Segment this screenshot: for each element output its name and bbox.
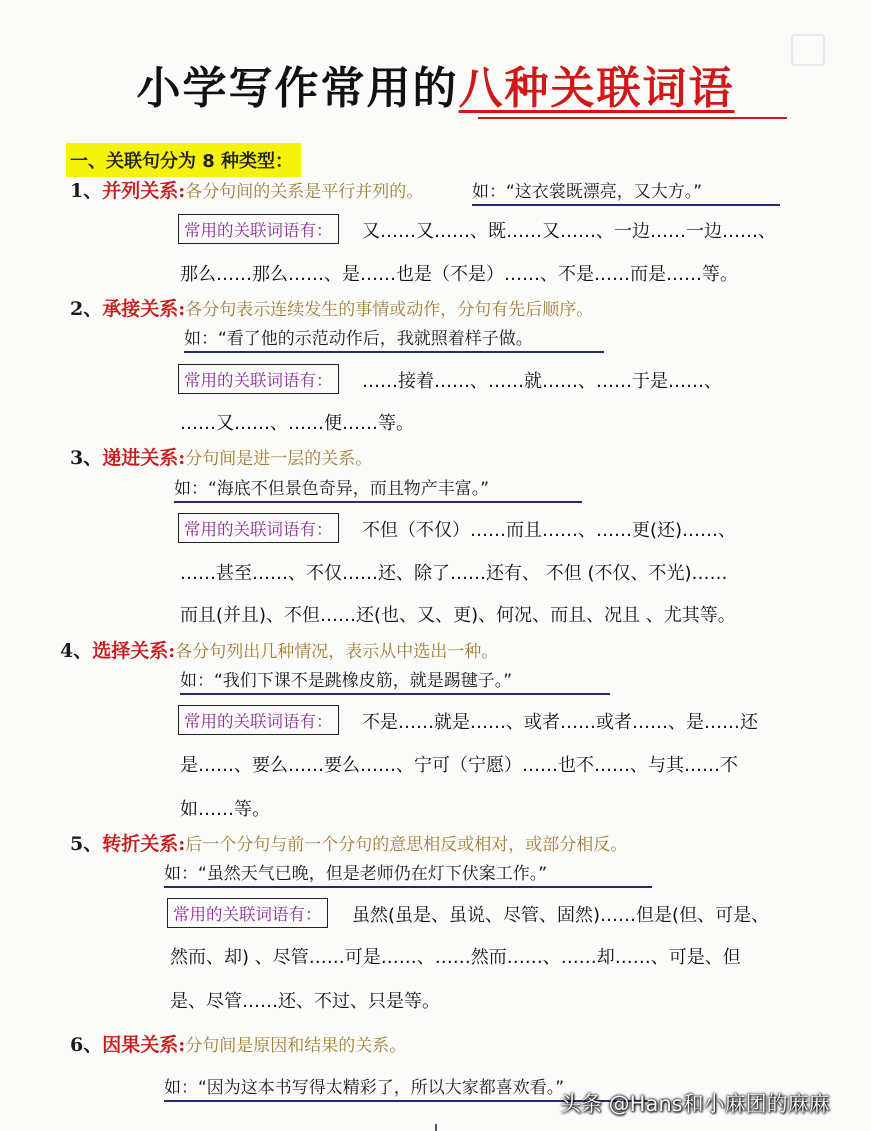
item-6-header: 6、因果关系:分句间是原因和结果的关系。 (70, 1034, 407, 1056)
item-5-line-2: 然而、却) 、尽管……可是……、……然而……、……却……、可是、但 (170, 947, 741, 968)
item-4-example: 如：“我们下课不是跳橡皮筋，就是踢毽子。” (180, 666, 610, 695)
item-5-box-label: 常用的关联词语有： (167, 898, 328, 928)
item-1-line-1: 又……又……、既……又……、一边……一边……、 (362, 221, 776, 242)
item-3-desc: 分句间是进一层的关系。 (185, 449, 373, 469)
watermark: 头条 @Hans和小麻团的麻麻 (560, 1092, 830, 1116)
item-1-line-2: 那么……那么……、是……也是（不是）……、不是……而是……等。 (180, 264, 738, 285)
item-3-line-3: 而且(并且)、不但……还(也、又、更)、何况、而且、况且 、尤其等。 (180, 605, 736, 626)
item-2-example: 如：“看了他的示范动作后，我就照着样子做。 (184, 324, 604, 353)
item-5-line-1: 虽然(虽是、虽说、尽管、固然)……但是(但、可是、 (352, 905, 770, 926)
item-2-category: 承接关系: (102, 298, 186, 320)
item-1-desc: 各分句间的关系是平行并列的。 (185, 182, 424, 202)
item-1-header: 1、并列关系:各分句间的关系是平行并列的。 (70, 180, 424, 202)
item-4-header: 4、选择关系:各分句列出几种情况，表示从中选出一种。 (60, 640, 499, 662)
section-heading: 一、关联句分为 8 种类型： (66, 143, 301, 177)
item-4-category: 选择关系: (92, 640, 176, 662)
title-red: 八种关联词语 (458, 63, 735, 114)
item-3-box-label: 常用的关联词语有： (178, 513, 339, 543)
item-4-box-label: 常用的关联词语有： (178, 705, 339, 735)
item-6-category: 因果关系: (102, 1034, 186, 1056)
page-title (0, 52, 871, 116)
item-2-box-label: 常用的关联词语有： (178, 364, 339, 394)
item-3-category: 递进关系: (102, 447, 186, 469)
item-5-desc: 后一个分句与前一个分句的意思相反或相对，或部分相反。 (185, 835, 628, 855)
item-1-box-label: 常用的关联词语有： (178, 214, 339, 244)
item-4-desc: 各分句列出几种情况，表示从中选出一种。 (175, 642, 499, 662)
item-3-header: 3、递进关系:分句间是进一层的关系。 (70, 447, 373, 469)
item-5-example: 如：“虽然天气已晚，但是老师仍在灯下伏案工作。” (164, 859, 652, 888)
item-4-line-3: 如……等。 (180, 799, 270, 820)
item-1-example: 如：“这衣裳既漂亮，又大方。” (472, 177, 780, 206)
item-5-header: 5、转折关系:后一个分句与前一个分句的意思相反或相对，或部分相反。 (70, 833, 628, 855)
item-6-desc: 分句间是原因和结果的关系。 (185, 1036, 407, 1056)
item-5-line-3: 是、尽管……还、不过、只是等。 (170, 991, 440, 1012)
item-3-line-2: ……甚至……、不仅……还、除了……还有、 不但 (不仅、不光)…… (180, 563, 728, 584)
item-1-category: 并列关系: (102, 180, 186, 202)
item-5-category: 转折关系: (102, 833, 186, 855)
item-2-header: 2、承接关系:各分句表示连续发生的事情或动作，分句有先后顺序。 (70, 298, 594, 320)
item-2-line-2: ……又……、……便……等。 (180, 413, 414, 434)
item-4-line-1: 不是……就是……、或者……或者……、是……还 (362, 712, 758, 733)
item-6-example: 如：“因为这本书写得太精彩了，所以大家都喜欢看。” (164, 1073, 654, 1102)
item-2-line-1: ……接着……、……就……、……于是……、 (362, 371, 722, 392)
page-tick (435, 1124, 437, 1131)
item-3-line-1: 不但（不仅）……而且……、……更(还)……、 (362, 520, 737, 541)
title-underline (478, 117, 787, 119)
item-4-line-2: 是……、要么……要么……、宁可（宁愿）……也不……、与其……不 (180, 755, 738, 776)
item-3-example: 如：“海底不但景色奇异，而且物产丰富。” (174, 474, 582, 503)
title-black: 小学写作常用的 (136, 63, 459, 114)
item-2-desc: 各分句表示连续发生的事情或动作，分句有先后顺序。 (185, 300, 594, 320)
